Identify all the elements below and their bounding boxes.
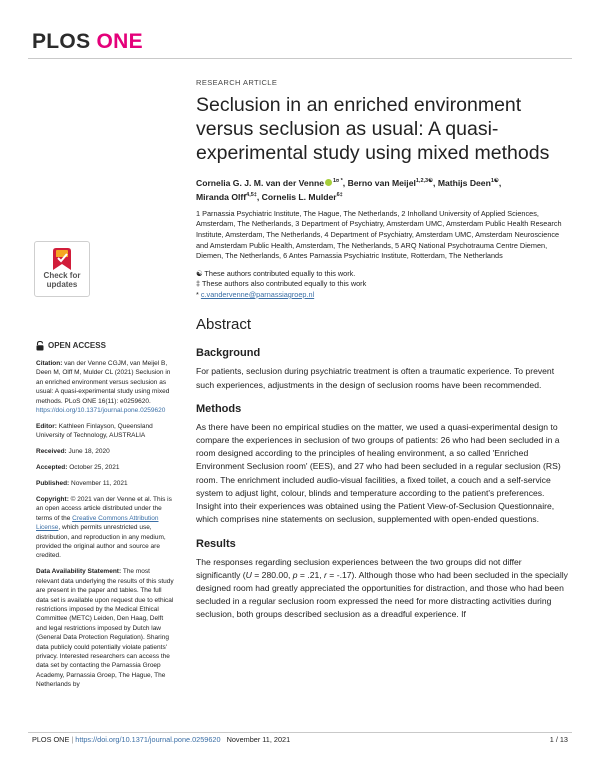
citation-text: van der Venne CGJM, van Meijel B, Deen M, Olff M, Mulder CL (2021) Seclusion in an enriched environment versus seclusion as usual: A quasi-experimental study using mixed methods. PLoS ONE 16(11): e0259620.	[36, 360, 171, 405]
published-label: Published:	[36, 480, 70, 488]
methods-heading: Methods	[196, 402, 242, 415]
author-3[interactable]: , Mathijs Deen	[433, 177, 491, 188]
open-lock-icon	[36, 341, 44, 351]
editor-text: Kathleen Finlayson, Queensland University of Technology, AUSTRALIA	[36, 422, 153, 440]
check-for-updates-badge[interactable]	[34, 241, 90, 297]
page-number: 1 / 13	[549, 735, 568, 744]
logo-one: ONE	[96, 30, 143, 53]
abstract-heading: Abstract	[196, 316, 252, 334]
article-info-sidebar	[36, 341, 174, 696]
corresponding-marker: *	[196, 289, 201, 299]
author-1-affil: 1¤ *	[333, 178, 343, 184]
footer-doi-link[interactable]: https://doi.org/10.1371/journal.pone.0259620	[75, 735, 221, 744]
accepted-date: October 25, 2021	[69, 464, 120, 472]
author-4[interactable]: Miranda Olff	[196, 191, 247, 202]
email-link[interactable]: c.vandervenne@parnassiagroep.nl	[200, 289, 315, 299]
results-text-1: The responses regarding seclusion experiences between the two groups did not differ significantly (	[196, 556, 522, 580]
footer-date: November 11, 2021	[226, 735, 291, 744]
published-block	[36, 479, 174, 488]
data-availability-block	[36, 567, 174, 689]
license-link[interactable]: Creative Commons Attribution License	[36, 514, 159, 532]
footer-divider	[28, 732, 572, 733]
data-availability-label: Data Availability Statement:	[36, 568, 122, 576]
author-notes	[196, 269, 568, 301]
corresponding-note	[196, 290, 568, 301]
badge-line1: Check for	[43, 271, 81, 280]
stat-u: U	[245, 569, 252, 580]
results-text	[196, 556, 568, 622]
article-title: Seclusion in an enriched environment versus seclusion as usual: A quasi-experimental study using mixed methods	[196, 94, 550, 164]
author-5[interactable]: , Cornelis L. Mulder	[256, 191, 337, 202]
author-2-affil: 1,2,3☯	[415, 178, 434, 184]
logo-plos: PLOS	[32, 30, 91, 53]
results-text-2: = 280.00,	[251, 569, 293, 580]
page-footer	[32, 735, 568, 744]
methods-text: As there have been no empirical studies on the matter, we used a quasi-experimental design to compare the experiences in seclusion of two groups of patients: 26 who had been secluded in a room designed according to the principles of healing environment, a so called 'Enriched Environment Seclusion room' (EES), and 27 who had been secluded in a regular seclusion (RS) room. The enrichment included audio-visual facilities, a fixed toilet, a couch and a self-service system to adjust light, colour, blinds and temperature according to the patient's preferences. Insight into their experiences was obtained using the Patient View-of-Seclusion Questionnaire, which comprises nine statements on seclusion, supplemented with open-ended questions.	[196, 421, 561, 525]
bookmark-icon	[51, 247, 73, 271]
footer-journal: PLOS ONE	[32, 735, 70, 744]
journal-logo[interactable]	[32, 30, 143, 54]
results-text-3: = .21,	[297, 569, 325, 580]
footer-separator: |	[69, 735, 76, 744]
author-3-affil: 1☯	[490, 178, 499, 184]
badge-line2: updates	[46, 280, 78, 289]
open-access-text: OPEN ACCESS	[48, 341, 106, 351]
affiliations: 1 Parnassia Psychiatric Institute, The Hague, The Netherlands, 2 Inholland University of Applied Sciences, Amsterdam, The Netherlands, 3 Department of Psychiatry, Amsterdam UMC, Amsterdam Public Health Research Institute, Amsterdam, The Netherlands, 4 Department of Psychiatry, Amsterdam UMC, Amsterdam Neuroscience and Amsterdam Public Health, Amsterdam, The Netherlands, 5 ARQ National Psychotrauma Centre Diemen, Diemen, The Netherlands, 6 Antes Parnassia Psychiatric Institute, Rotterdam, The Netherlands	[196, 208, 562, 261]
received-label: Received:	[36, 448, 67, 456]
copyright-block	[36, 495, 174, 561]
published-date: November 11, 2021	[71, 480, 128, 488]
author-list	[196, 175, 568, 203]
results-heading: Results	[196, 537, 236, 550]
equal-contribution-note: ☯ These authors contributed equally to this work.	[196, 268, 356, 278]
received-date: June 18, 2020	[68, 448, 110, 456]
open-access-label	[36, 341, 174, 351]
copyright-text-1: © 2021 van der Venne et al. This is an open access article distributed under the terms of the	[36, 495, 172, 522]
article-type: RESEARCH ARTICLE	[196, 78, 278, 87]
accepted-label: Accepted:	[36, 464, 68, 472]
accepted-block	[36, 463, 174, 472]
author-5-affil: 6‡	[336, 191, 343, 198]
also-contributed-note: ‡ These authors also contributed equally to this work	[196, 279, 367, 289]
copyright-label: Copyright:	[36, 495, 69, 503]
citation-doi-link[interactable]: https://doi.org/10.1371/journal.pone.0259620	[36, 407, 166, 415]
author-4-affil: 4,5‡	[246, 191, 257, 198]
article-main	[196, 78, 568, 633]
background-text: For patients, seclusion during psychiatric treatment is often a traumatic experience. To prevent such experiences, adjustments in the design of seclusion rooms have been recommended.	[196, 366, 555, 390]
received-block	[36, 447, 174, 456]
author-2[interactable]: , Berno van Meijel	[342, 177, 416, 188]
editor-block	[36, 422, 174, 441]
editor-label: Editor:	[36, 422, 57, 430]
header-divider	[28, 58, 572, 59]
copyright-text-2: , which permits unrestricted use, distribution, and reproduction in any medium, provided the original author and source are credited.	[36, 524, 166, 560]
citation-label: Citation:	[36, 360, 63, 367]
data-availability-text: The most relevant data underlying the results of this study are present in the paper and tables. The full data set is available upon request due to ethical restrictions imposed by the Medical Ethical Committee (METC) Leiden, Den Haag, Delft and legal restrictions imposed by Dutch law (General Data Protection Regulation). Sharing data publicly could potentially violate patients' privacy. Interested researchers can access the data set by contacting the Parnassia Groep Academy, Parnassia Groep, The Hague, The Netherlands by	[36, 568, 174, 689]
stat-r: r	[324, 569, 327, 580]
author-sep: ,	[498, 177, 502, 188]
background-heading: Background	[196, 347, 261, 360]
footer-left	[32, 735, 290, 744]
results-text-4: = -.17). Although those who had been secluded in the specially designed room had greatly appreciated the opportunities for distraction, and those who had been secluded in a regular seclusion room expressed the need for more distracting activities during seclusion, both groups described seclusion as a dreadful experience. If	[196, 569, 568, 620]
orcid-icon[interactable]	[325, 179, 332, 186]
author-1[interactable]: Cornelia G. J. M. van der Venne	[196, 177, 324, 188]
stat-p: p	[292, 569, 298, 580]
citation-block	[36, 359, 174, 415]
